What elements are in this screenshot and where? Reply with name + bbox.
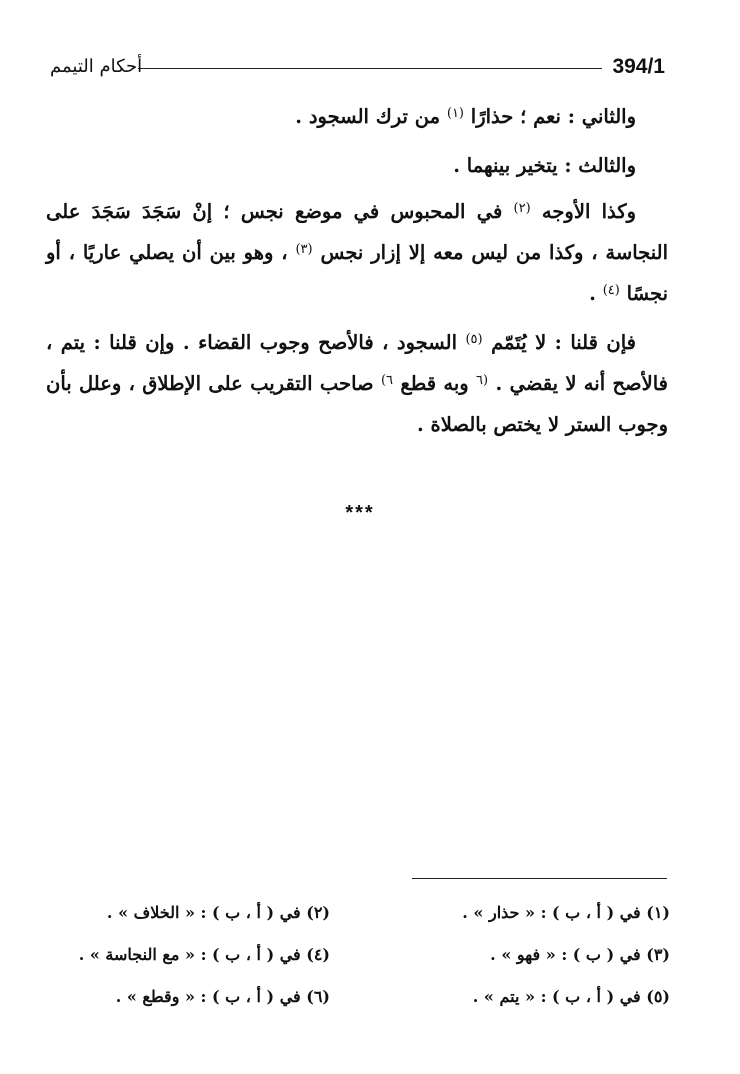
footnote-4: (٤) في ( أ ، ب ) : « مع النجاسة » . [78,945,330,964]
page-header [50,52,670,82]
paragraph-4-text-c: وبه قطع [400,372,469,395]
paragraph-1-text-a: والثاني : نعم ؛ حذارًا [470,105,636,128]
paragraph-4 [46,324,668,444]
paragraph-3-text-b: في المحبوس في موضع نجس ؛ إنْ سَجَدَ سَجَدَ على النجاسة ، وكذا من ليس معه إلا إزار نجس [46,200,668,264]
footnote-rule [412,878,667,879]
footnote-1: (١) في ( أ ، ب ) : « حذار » . [462,903,670,922]
paragraph-3-text-c: ، وهو بين أن يصلي عاريًا ، أو نجسًا [46,241,668,305]
footnotes [78,898,670,1012]
paragraph-4-text-d: صاحب التقريب على الإطلاق ، وعلل بأن وجوب الستر لا يختص بالصلاة . [46,372,668,436]
paragraph-4-text-b: السجود ، فالأصح وجوب القضاء . وإن قلنا : يتم ، فالأصح أنه لا يقضي . [46,331,668,395]
paragraph-3-text-a: وكذا الأوجه [541,200,636,223]
page-number: 394/1 [612,55,665,78]
paragraph-3 [46,193,668,316]
paragraph-2 [46,147,668,185]
footnote-ref-6-close: ٦) [380,373,393,388]
footnote-ref-4: (٤) [602,283,620,298]
footnote-5: (٥) في ( أ ، ب ) : « يتم » . [472,987,670,1006]
running-title: أحكام التيمم [50,56,143,77]
paragraph-1 [46,98,668,139]
footnote-3: (٣) في ( ب ) : « فهو » . [490,945,670,964]
footnote-ref-3: (٣) [295,242,313,257]
footnote-ref-5: (٥) [465,332,483,347]
footnote-ref-2: (٢) [513,201,531,216]
paragraph-3-text-d: . [589,282,596,305]
main-text [46,98,668,452]
paragraph-2-text: والثالث : يتخير بينهما . [453,154,636,177]
footnote-6: (٦) في ( أ ، ب ) : « وقطع » . [115,987,330,1006]
footnote-ref-1: (١) [446,106,464,121]
footnote-2: (٢) في ( أ ، ب ) : « الخلاف » . [106,903,330,922]
paragraph-1-text-b: من ترك السجود . [295,105,441,128]
paragraph-4-text-a: فإن قلنا : لا يُتَمّم [491,331,636,354]
header-rule [138,68,602,69]
footnote-ref-6-open: (٦ [476,373,489,388]
section-separator: *** [345,502,375,524]
